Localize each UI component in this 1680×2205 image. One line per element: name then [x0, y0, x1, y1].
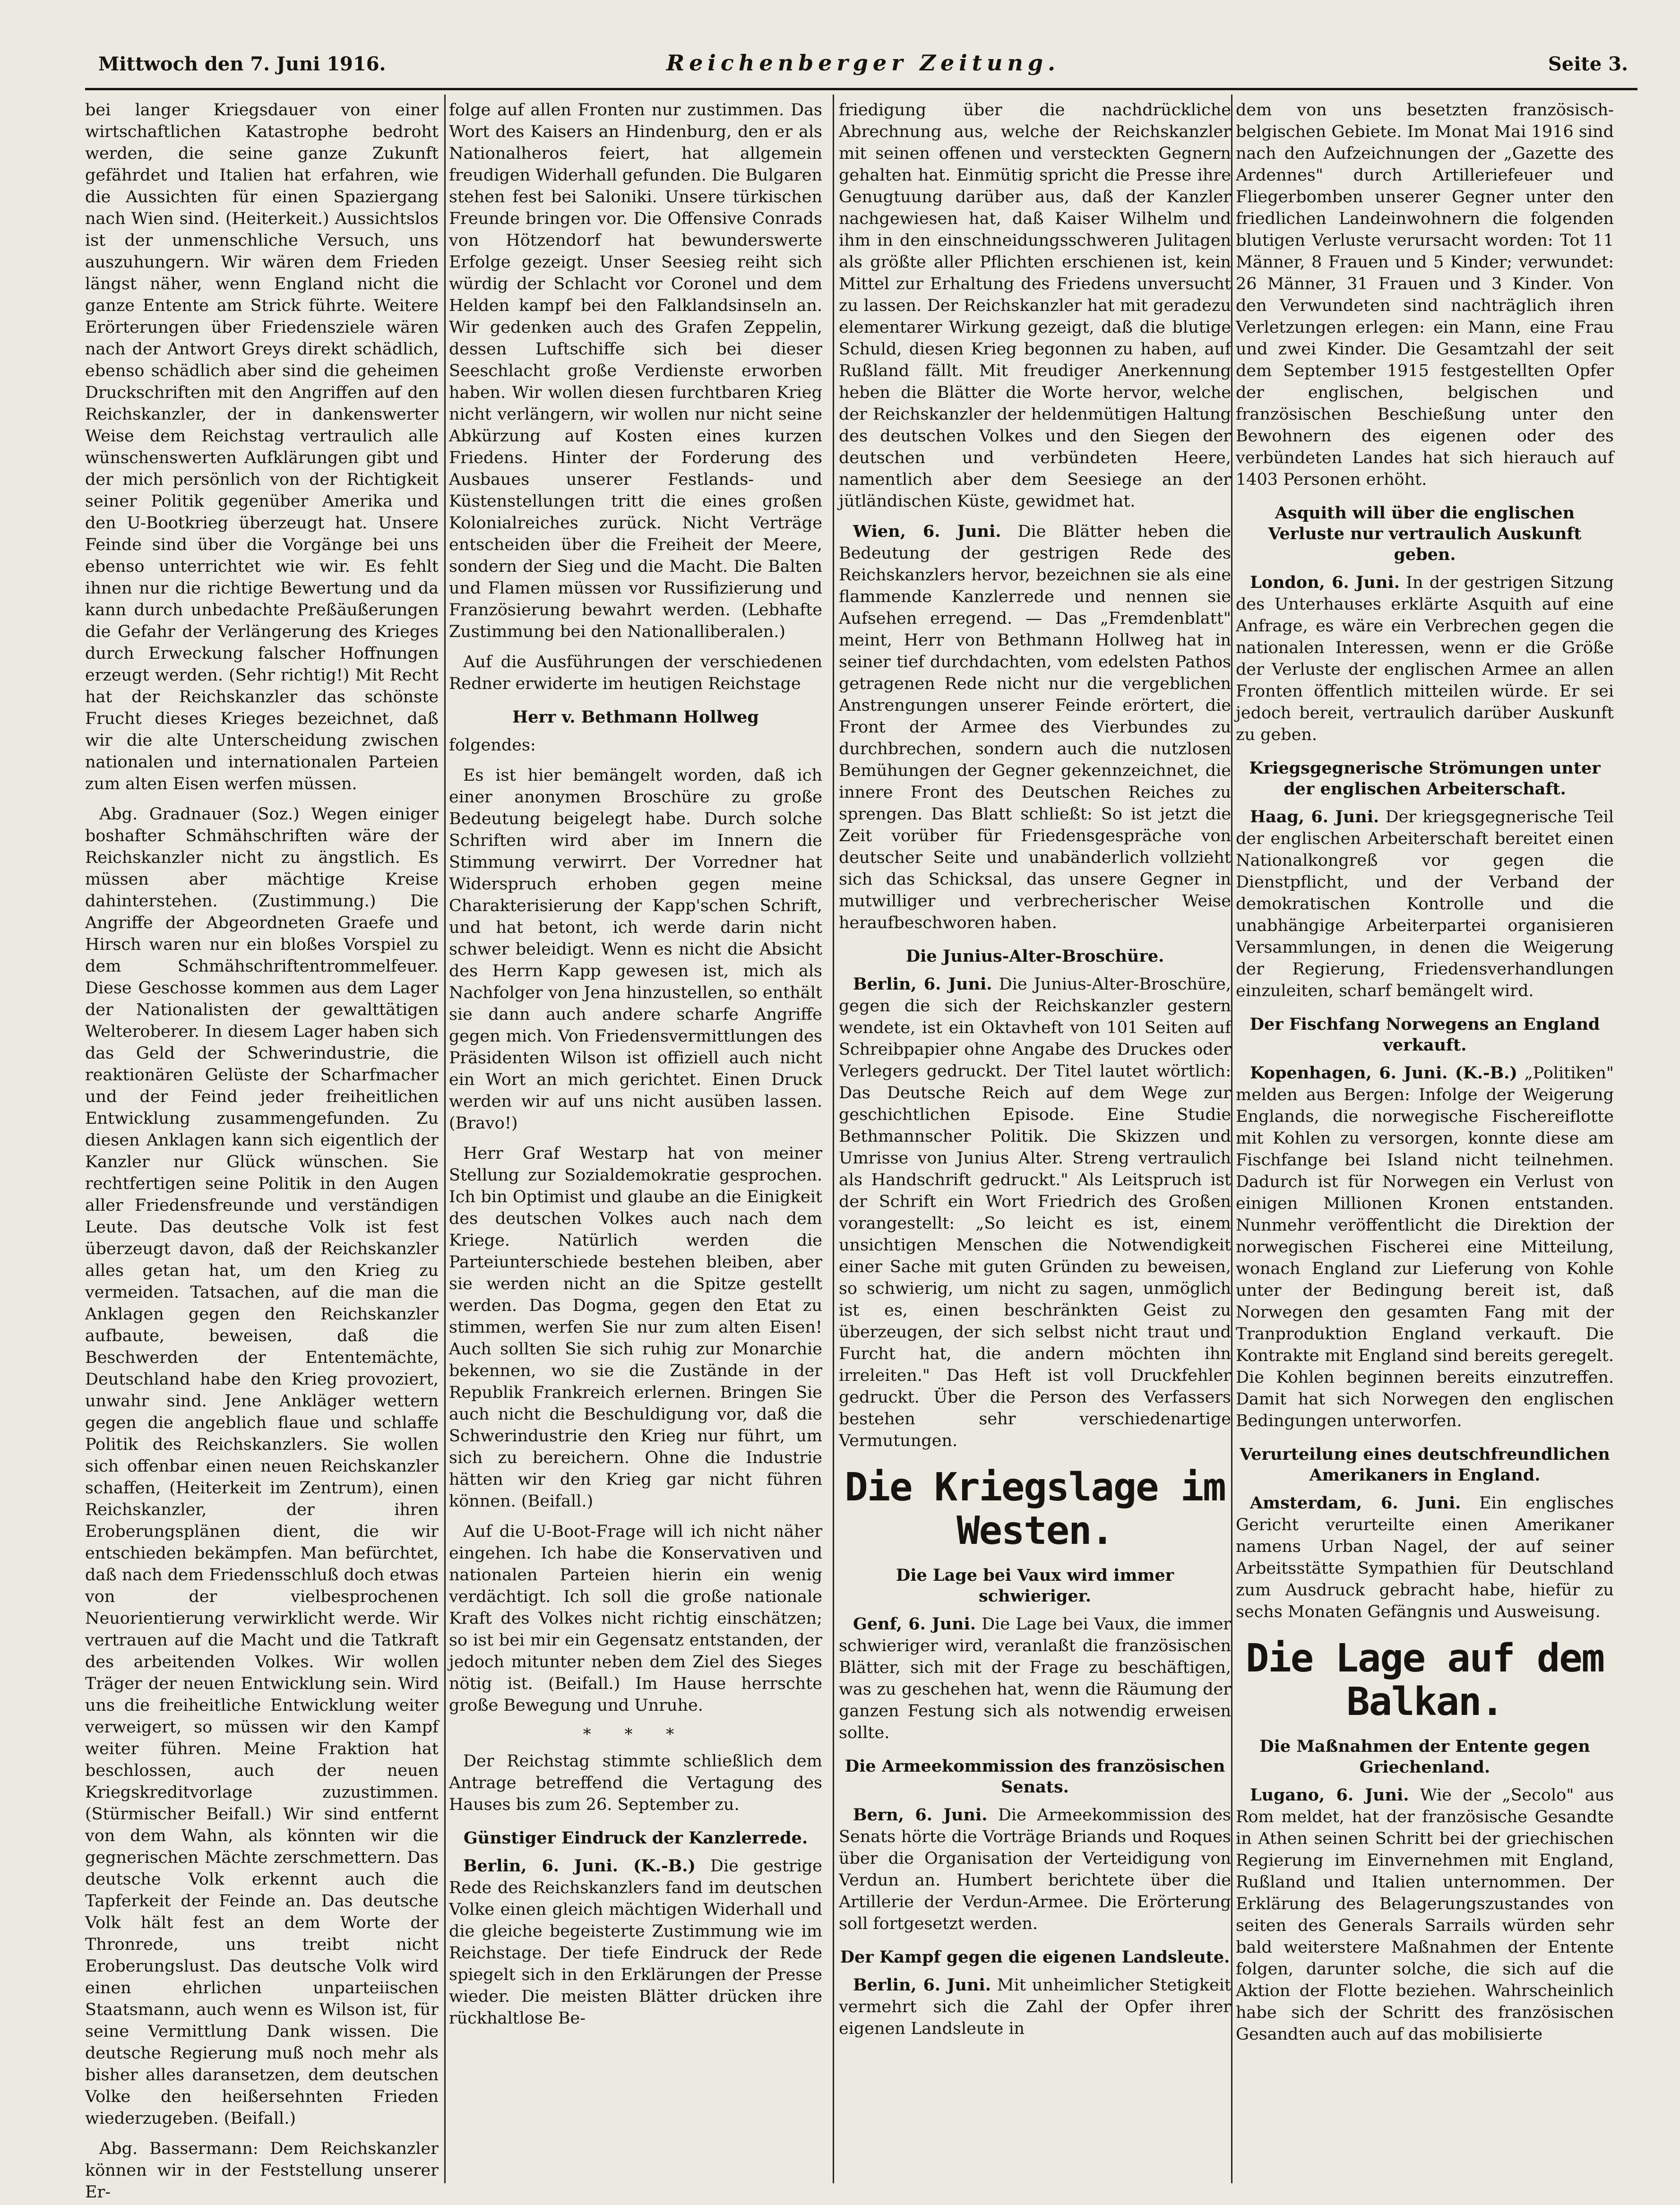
section-heading: Verurteilung eines deutschfreundlichen Amerikaners in England. [1240, 1445, 1610, 1485]
page-number: Seite 3. [1548, 53, 1628, 75]
header-rule [85, 88, 1637, 90]
section-heading: Die Lage bei Vaux wird immer schwieriger. [896, 1566, 1174, 1606]
dateline: London, 6. Juni. [1250, 573, 1400, 592]
paragraph-text: Die gestrige Rede des Reichskanzlers fand im deutschen Volke einen gleich mächtigen Widerhall und die gleiche begeisterte Zustimmung wie im Reichstage. Der tiefe Eindruck der Rede spiegelt sich in den Erklärungen der Presse wieder. Die meisten Blätter drücken ihre rückhaltlose Be- [449, 1857, 823, 2028]
section-heading: Die Junius-Alter-Broschüre. [905, 947, 1164, 966]
paragraph: Es ist hier bemängelt worden, daß ich einer anonymen Broschüre zu große Bedeutung beigelegt habe. Durch solche Schriften wird aber im Innern die Stimmung verwirrt. Der Vorredner hat Widerspruch erhoben gegen meine Charakterisierung der Kapp'schen Schrift, und hat betont, ich werde darin nicht schwer beleidigt. Wenn es nicht die Absicht des Herrn Kapp gewesen ist, mich als Nachfolger von Jena hinzustellen, so enthält sie dann auch andere scharfe Angriffe gegen mich. Von Friedensvermittlungen des Präsidenten Wilson ist offiziell auch nicht ein Wort an mich gerichtet. Einen Druck werden wir auf uns nicht ausüben lassen. (Bravo!) [449, 766, 822, 1133]
paragraph: Der Reichstag stimmte schließlich dem Antrage betreffend die Vertagung des Hauses bis zum 26. September zu. [449, 1752, 822, 1814]
newspaper-title: Reichenberger Zeitung. [666, 50, 1060, 76]
major-headline: Die Kriegslage im Westen. [844, 1465, 1225, 1553]
paragraph: Herr Graf Westarp hat von meiner Stellung zur Sozialdemokratie gesprochen. Ich bin Optimist und glaube an die Einigkeit des deutschen Volkes auch nach dem Kriege. Natürlich werden die Parteiunterschiede bestehen bleiben, aber sie werden nicht an die Spitze gestellt werden. Das Dogma, gegen den Etat zu stimmen, werfen Sie nur zum alten Eisen! Auch sollten Sie sich ruhig zur Monarchie bekennen, wo sie die Zustände in der Republik Frankreich erlernen. Bringen Sie auch nicht die Beschuldigung vor, daß die Schwerindustrie den Krieg nur führt, um sich zu bereichern. Ohne die Industrie hätten wir den Krieg gar nicht führen können. (Beifall.) [449, 1144, 822, 1511]
dateline: Berlin, 6. Juni. [853, 974, 992, 994]
dateline: Berlin, 6. Juni. (K.-B.) [463, 1856, 696, 1876]
paragraph: Auf die Ausführungen der verschiedenen Redner erwiderte im heutigen Reichstage [449, 653, 822, 693]
dateline: Haag, 6. Juni. [1250, 807, 1379, 827]
section-heading: Herr v. Bethmann Hollweg [512, 707, 759, 727]
header-date: Mittwoch den 7. Juni 1916. [98, 53, 386, 75]
paragraph: folge auf allen Fronten nur zustimmen. Das Wort des Kaisers an Hindenburg, den er als Nationalheros feiert, hat allgemein freudigen Widerhall gefunden. Die Bulgaren stehen fest bei Saloniki. Unsere türkischen Freunde bringen vor. Die Offensive Conrads von Hötzendorf hat bewunderswerte Erfolge gezeigt. Unser Seesieg reiht sich würdig der Schlacht vor Coronel und dem Helden kampf bei den Falklandsinseln an. Wir gedenken auch des Grafen Zeppelin, dessen Luftschiffe sich bei dieser Seeschlacht große Verdienste erworben haben. Wir wollen diesen furchtbaren Krieg nicht verlängern, wir wollen nur nicht seine Abkürzung auf Kosten eines kurzen Friedens. Hinter der Forderung des Ausbaues unserer Festlands- und Küstenstellungen tritt die eines großen Kolonialreiches zurück. Nicht Verträge entscheiden über die Freiheit der Meere, sondern der Sieg und die Macht. Die Balten und Flamen müssen vor Russifizierung und Französierung bewahrt werden. (Lebhafte Zustimmung bei den Nationalliberalen.) [449, 101, 822, 641]
column-divider [833, 95, 834, 2183]
paragraph-text: Die Junius-Alter-Broschüre, gegen die sich der Reichskanzler gestern wendete, ist ein Oktavheft von 101 Seiten auf Schreibpapier ohne Angabe des Druckes oder Verlegers gedruckt. Der Titel lautet wörtlich: Das Deutsche Reich auf dem Wege zur geschichtlichen Episode. Eine Studie Bethmannscher Politik. Die Skizzen und Umrisse von Junius Alter. Streng vertraulich als Handschrift gedruckt." Als Leitspruch ist der Schrift ein Wort Friedrich des Großen vorangestellt: „So leicht es ist, einem unsichtigen Menschen die Notwendigkeit einer Sache mit guten Gründen zu beweisen, so schwierig, um nicht zu sagen, unmöglich ist es, einen beschränkten Geist zu überzeugen, der sich selbst nicht traut und Furcht hat, die andern möchten ihn irreleiten." Das Heft ist voll Druckfehler gedruckt. Über die Person des Verfassers bestehen sehr verschiedenartige Vermutungen. [839, 975, 1231, 1450]
section-heading: Der Fischfang Norwegens an England verkauft. [1249, 1015, 1600, 1055]
section-heading: Die Maßnahmen der Entente gegen Griechenland. [1259, 1737, 1590, 1777]
paragraph: friedigung über die nachdrückliche Abrechnung aus, welche der Reichskanzler mit seinen offenen und versteckten Gegnern gehalten hat. Einmütig spricht die Presse ihre Genugtuung darüber aus, daß der Kanzler nachgewiesen hat, daß Kaiser Wilhelm und ihm in den einschneidungsschweren Julitagen als größte aller Pflichten erschienen ist, kein Mittel zur Erhaltung des Friedens unversucht zu lassen. Der Reichskanzler hat mit geradezu elementarer Wirkung gezeigt, daß die blutige Schuld, diesen Krieg begonnen zu haben, auf Rußland fällt. Mit freudiger Anerkennung heben die Blätter die Worte hervor, welche der Reichskanzler der heldenmütigen Haltung des deutschen Volkes und den Siegen der deutschen und verbündeten Heere, namentlich aber dem Seesiege an der jütländischen Küste, gewidmet hat. [839, 101, 1231, 511]
section-heading: Günstiger Eindruck der Kanzlerrede. [463, 1828, 808, 1848]
section-heading: Der Kampf gegen die eigenen Landsleute. [840, 1947, 1230, 1967]
column-divider [444, 95, 446, 2183]
dateline: Amsterdam, 6. Juni. [1250, 1493, 1461, 1513]
column-divider [1231, 95, 1232, 2183]
paragraph: dem von uns besetzten französisch-belgischen Gebiete. Im Monat Mai 1916 sind nach den Aufzeichnungen der „Gazette des Ardennes" durch Artilleriefeuer und Fliegerbomben unserer Gegner unter den friedlichen Landeinwohnern die folgenden blutigen Verluste verursacht worden: Tot 11 Männer, 8 Frauen und 5 Kinder; verwundet: 26 Männer, 31 Frauen und 3 Kinder. Von den Verwundeten sind nachträglich ihren Verletzungen erlegen: ein Mann, eine Frau und zwei Kinder. Die Gesamtzahl der seit dem September 1915 festgestellten Opfer der englischen, belgischen und französischen Beschießung unter den Bewohnern des eigenen oder des verbündeten Landes hat sich hierauch auf 1403 Personen erhöht. [1236, 101, 1614, 489]
dateline: Berlin, 6. Juni. [853, 1975, 991, 1995]
section-heading: Kriegsgegnerische Strömungen unter der englischen Arbeiterschaft. [1249, 758, 1601, 799]
paragraph: Auf die U-Boot-Frage will ich nicht näher eingehen. Ich habe die Konservativen und nationalen Parteien hierin ein wenig verdächtigt. Ich soll die große nationale Kraft des Volkes nicht richtig einschätzen; so ist bei mir ein Gegensatz entstanden, der jedoch mitunter neben dem Ziel des Sieges nötig ist. (Beifall.) Im Hause herrschte große Bewegung und Unruhe. [449, 1522, 822, 1715]
paragraph-text: Wie der „Secolo" aus Rom meldet, hat der französische Gesandte in Athen seinen Schritt bei der griechischen Regierung im Einvernehmen mit England, Rußland und Italien unternommen. Der Erklärung des Belagerungszustandes von seiten des Generals Sarrails würden sehr bald weiterstere Maßnahmen der Entente folgen, darunter solche, die sich auf die Aktion der Flotte beziehen. Wahrscheinlich habe sich der Schritt des französischen Gesandten auch auf das mobilisierte [1236, 1786, 1614, 2044]
page-header [98, 50, 1628, 81]
column-2 [449, 99, 822, 2179]
paragraph-text: Der kriegsgegnerische Teil der englischen Arbeiterschaft bereitet einen Nationalkongreß vor gegen die Dienstpflicht, und der Verband der demokratischen Kontrolle und die unabhängige Arbeiterpartei organisieren Versammlungen, in denen die Weigerung der Regierung, Friedensverhandlungen einzuleiten, scharf bemängelt wird. [1236, 808, 1614, 1000]
dateline: Kopenhagen, 6. Juni. (K.-B.) [1250, 1063, 1517, 1083]
dateline: Genf, 6. Juni. [853, 1614, 976, 1634]
paragraph: Abg. Bassermann: Dem Reichskanzler können wir in der Feststellung unserer Er- [85, 2139, 439, 2202]
paragraph-text: In der gestrigen Sitzung des Unterhauses erklärte Asquith auf eine Anfrage, es wäre ein Verbrechen gegen die nationalen Interessen, wenn er die Größe der Verluste der englischen Armee an allen Fronten öffentlich mitteilen würde. Er sei jedoch bereit, vertraulich darüber Auskunft zu geben. [1236, 573, 1614, 744]
paragraph-text: Mit unheimlicher Stetigkeit vermehrt sich die Zahl der Opfer ihrer eigenen Landsleute in [839, 1976, 1231, 2038]
major-headline: Die Lage auf dem Balkan. [1246, 1636, 1604, 1724]
dateline: Bern, 6. Juni. [853, 1805, 988, 1825]
paragraph: folgendes: [449, 736, 536, 755]
paragraph-text: Die Blätter heben die Bedeutung der gestrigen Rede des Reichskanzlers hervor, bezeichnen sie als eine flammende Kanzlerrede und nennen sie Aufsehen erregend. — Das „Fremdenblatt" meint, Herr von Bethmann Hollweg hat in seiner tief durchdachten, vom edelsten Pathos getragenen Rede nicht nur die vergeblichen Anstrengungen unserer Feinde erörtert, die Front der Armee des Vierbundes zu durchbrechen, sondern auch die nutzlosen Bemühungen der Gegner gekennzeichnet, die innere Front des Deutschen Reiches zu sprengen. Das Blatt schließt: So ist jetzt die Zeit vorüber für Friedensgespräche von deutscher Seite und unabänderlich vollzieht sich das Schicksal, das unsere Gegner in mutwilliger und verbrecherischer Weise heraufbeschworen haben. [839, 522, 1231, 932]
column-1 [85, 99, 439, 2202]
section-heading: Die Armeekommission des französischen Senats. [844, 1757, 1225, 1797]
dateline: Wien, 6. Juni. [853, 522, 1001, 541]
column-4 [1236, 99, 1614, 2179]
paragraph-text: Die Lage bei Vaux, die immer schwieriger wird, veranlaßt die französischen Blätter, sich mit der Frage zu beschäftigen, was zu geschehen hat, wenn die Räumung der ganzen Festung sich als notwendig erweisen sollte. [839, 1615, 1232, 1742]
paragraph-text: „Politiken" melden aus Bergen: Infolge der Weigerung Englands, die norwegische Fischereiflotte mit Kohlen zu versorgen, konnte diese am Fischfange bei Island nicht teilnehmen. Dadurch ist für Norwegen ein Verlust von einigen Millionen Kronen entstanden. Nunmehr veröffentlicht die Direktion der norwegischen Fischerei eine Mitteilung, wonach England zur Lieferung von Kohle unter der Bedingung bereit ist, daß Norwegen den gesamten Fang mit der Tranproduktion England verkauft. Die Kontrakte mit England sind bereits geregelt. Die Kohlen beginnen bereits einzutreffen. Damit hat sich Norwegen den englischen Bedingungen unterworfen. [1236, 1064, 1614, 1430]
column-3 [839, 99, 1231, 2179]
separator-stars: * * * [583, 1725, 689, 1744]
paragraph: Abg. Gradnauer (Soz.) Wegen einiger boshafter Schmähschriften wäre der Reichskanzler nicht zu ängstlich. Es müssen aber mächtige Kreise dahinterstehen. (Zustimmung.) Die Angriffe der Abgeordneten Graefe und Hirsch waren nur ein bloßes Vorspiel zu dem Schmähschriftentrommelfeuer. Diese Geschosse kommen aus dem Lager der Nationalisten der gewalttätigen Welteroberer. In diesem Lager haben sich das Geld der Schwerindustrie, die reaktionären Gelüste der Scharfmacher und der Feind jeder freiheitlichen Entwicklung zusammengefunden. Zu diesen Anklagen kann sich eigentlich der Kanzler nur Glück wünschen. Sie rechtfertigen seine Politik in den Augen aller Friedensfreunde und verständigen Leute. Das deutsche Volk ist fest überzeugt davon, daß der Reichskanzler alles getan hat, um den Krieg zu vermeiden. Tatsachen, auf die man die Anklagen gegen den Reichskanzler aufbaute, beweisen, daß die Beschwerden der Ententemächte, Deutschland habe den Krieg provoziert, unwahr sind. Jene Ankläger wettern gegen die angeblich flaue und schlaffe Politik des Reichskanzlers. Sie wollen sich offenbar einen neuen Reichskanzler schaffen, (Heiterkeit im Zentrum), einen Reichskanzler, der ihren Eroberungsplänen dient, die wir entschieden bekämpfen. Man befürchtet, daß nach dem Friedensschluß doch etwas von der vielbesprochenen Neuorientierung verwirklicht werde. Wir vertrauen auf die Macht und die Tatkraft des arbeitenden Volkes. Wir wollen Träger der neuen Entwicklung sein. Wird uns die freiheitliche Entwicklung weiter verweigert, so müssen wir den Kampf weiter führen. Meine Fraktion hat beschlossen, auch der neuen Kriegskreditvorlage zuzustimmen. (Stürmischer Beifall.) Wir sind entfernt von dem Wahn, als könnten wir die gegnerischen Mächte zerschmettern. Das deutsche Volk erkennt auch die Tapferkeit der Feinde an. Das deutsche Volk hält fest an dem Worte der Thronrede, uns treibt nicht Eroberungslust. Das deutsche Volk wird einen ehrlichen unparteiischen Staatsmann, auch wenn es Wilson ist, für seine Vermittlung Dank wissen. Die deutsche Regierung muß noch mehr als bisher alles daransetzen, dem deutschen Volke den heißersehnten Frieden wiederzugeben. (Beifall.) [85, 805, 439, 2128]
paragraph: bei langer Kriegsdauer von einer wirtschaftlichen Katastrophe bedroht werden, die seine ganze Zukunft gefährdet und Italien hat erfahren, wie die Aussichten für einen Spaziergang nach Wien sind. (Heiterkeit.) Aussichtslos ist der unmenschliche Versuch, uns auszuhungern. Wir wären dem Frieden längst näher, wenn England nicht die ganze Entente am Strick führte. Weitere Erörterungen über Friedensziele wären nach der Antwort Greys direkt schädlich, ebenso schädlich aber sind die geheimen Druckschriften mit den Angriffen auf den Reichskanzler, der in dankenswerter Weise dem Reichstag vertraulich alle wünschenswerten Aufklärungen gibt und der mich persönlich von der Richtigkeit seiner Politik gegenüber Amerika und den U-Bootkrieg überzeugt hat. Unsere Feinde sind über die Vorgänge bei uns ebenso unterrichtet wie wir. Es fehlt ihnen nur die richtige Bewertung und da kann durch unbedachte Preßäußerungen die Gefahr der Verlängerung des Krieges durch Erweckung falscher Hoffnungen erzeugt werden. (Sehr richtig!) Mit Recht hat der Reichskanzler das schönste Frucht dieses Krieges bezeichnet, daß wir die alte Unterscheidung zwischen nationalen und internationalen Parteien zum alten Eisen werfen müssen. [85, 101, 439, 793]
section-heading: Asquith will über die englischen Verluste nur vertraulich Auskunft geben. [1268, 503, 1582, 564]
dateline: Lugano, 6. Juni. [1250, 1785, 1409, 1805]
paragraph-text: Die Armeekommission des Senats hörte die Vorträge Briands und Roques über die Organisation der Verteidigung von Verdun an. Humbert berichtete über die Artillerie der Verdun-Armee. Die Erörterung soll fortgesetzt werden. [839, 1806, 1231, 1933]
paragraph-text: Ein englisches Gericht verurteilte einen Amerikaner namens Urban Nagel, der auf seiner Arbeitsstätte Sympathien für Deutschland zum Ausdruck gebracht habe, hiefür zu sechs Monaten Gefängnis und Ausweisung. [1236, 1494, 1614, 1621]
